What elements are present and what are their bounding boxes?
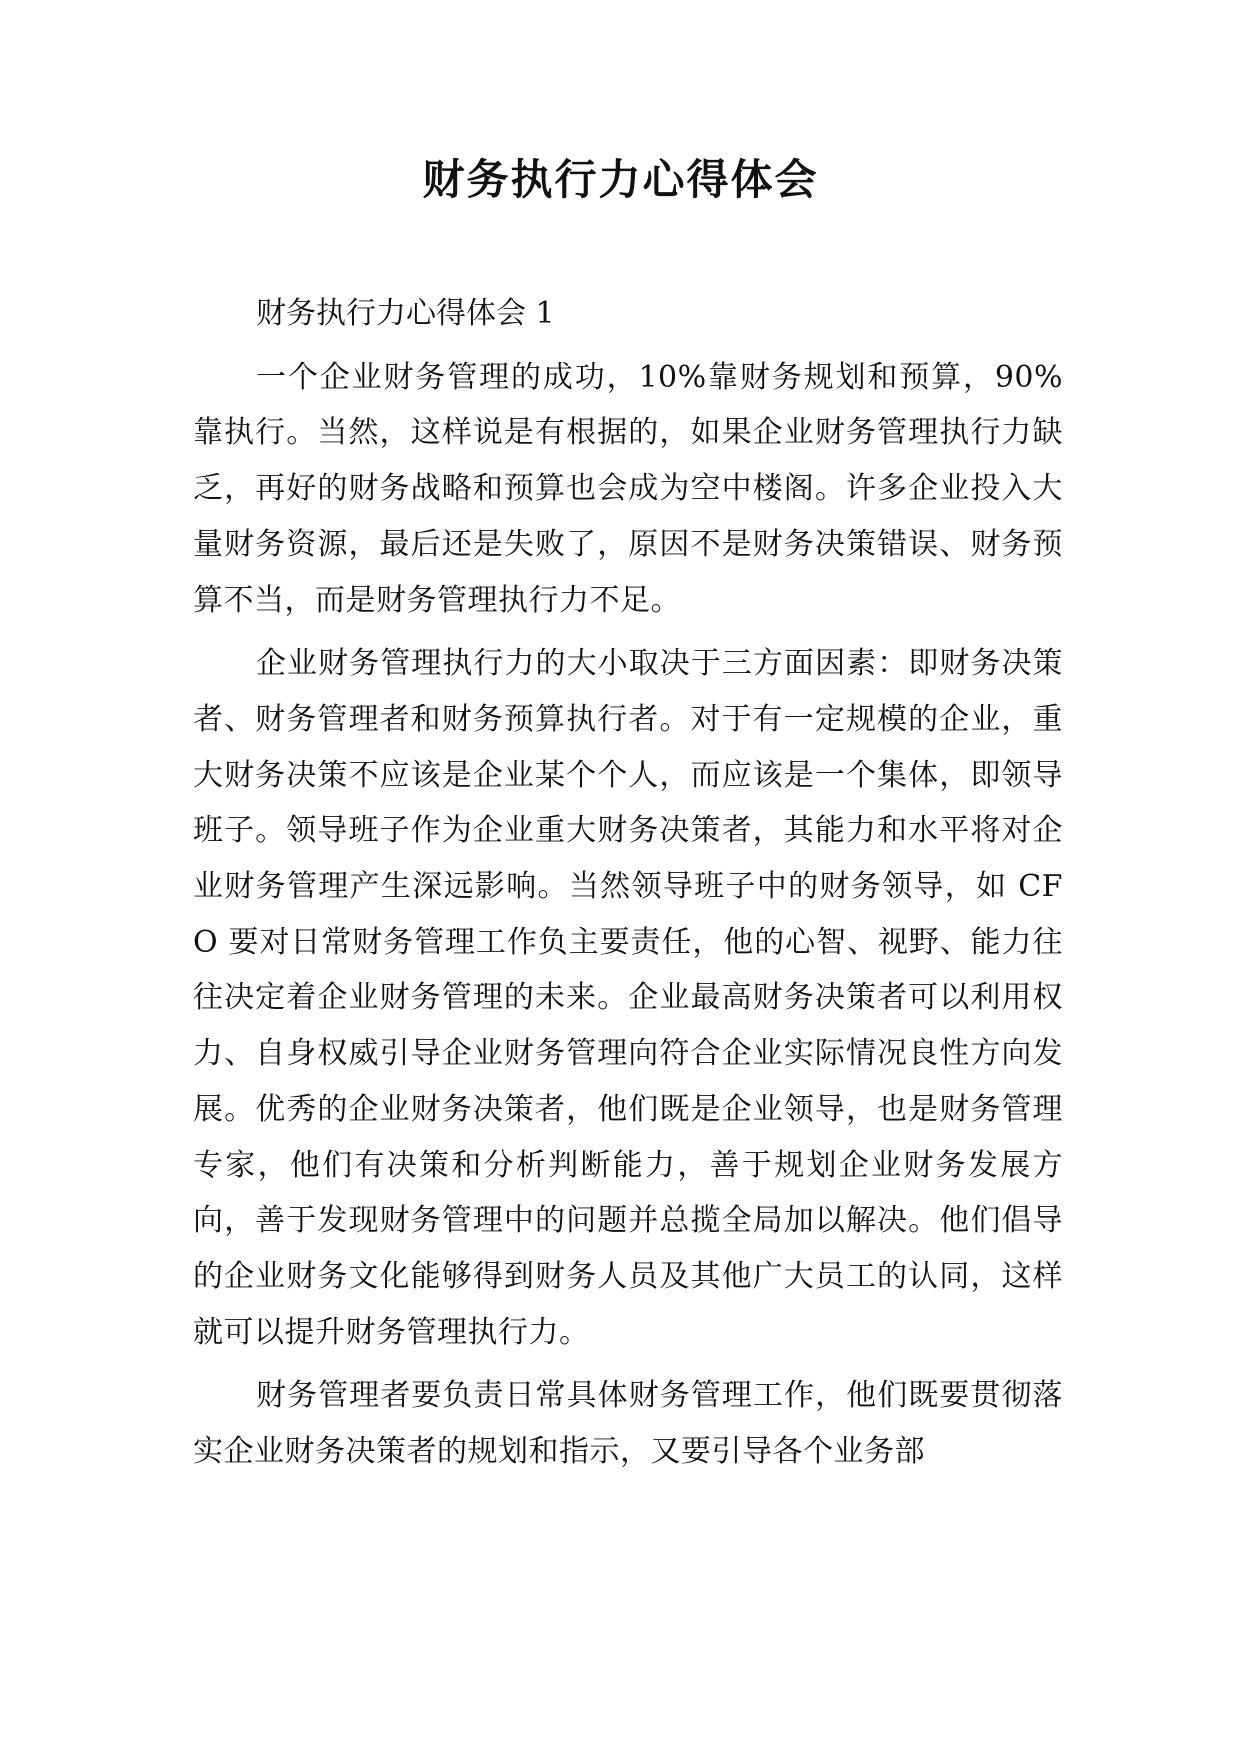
paragraph: 企业财务管理执行力的大小取决于三方面因素：即财务决策者、财务管理者和财务预算执行者。对于有一定规模的企业，重大财务决策不应该是企业某个个人，而应该是一个集体，即领导班子。领导班子作为企业重大财务决策者，其能力和水平将对企业财务管理产生深远影响。当然领导班子中的财务领导，如 CFO 要对日常财务管理工作负主要责任，他的心智、视野、能力往往决定着企业财务管理的未来。企业最高财务决策者可以利用权力、自身权威引导企业财务管理向符合企业实际情况良性方向发展。优秀的企业财务决策者，他们既是企业领导，也是财务管理专家，他们有决策和分析判断能力，善于规划企业财务发展方向，善于发现财务管理中的问题并总揽全局加以解决。他们倡导的企业财务文化能够得到财务人员及其他广大员工的认同，这样就可以提升财务管理执行力。 bbox=[193, 646, 1063, 1350]
document-title: 财务执行力心得体会 bbox=[422, 155, 819, 204]
section-heading: 财务执行力心得体会 1 bbox=[256, 296, 555, 331]
paragraph: 一个企业财务管理的成功，10%靠财务规划和预算，90%靠执行。当然，这样说是有根据的，如果企业财务管理执行力缺乏，再好的财务战略和预算也会成为空中楼阁。许多企业投入大量财务资源，最后还是失败了，原因不是财务决策错误、财务预算不当，而是财务管理执行力不足。 bbox=[193, 359, 1063, 618]
paragraph: 财务管理者要负责日常具体财务管理工作，他们既要贯彻落实企业财务决策者的规划和指示，又要引导各个业务部 bbox=[193, 1378, 1063, 1470]
document-body bbox=[193, 286, 1063, 1480]
